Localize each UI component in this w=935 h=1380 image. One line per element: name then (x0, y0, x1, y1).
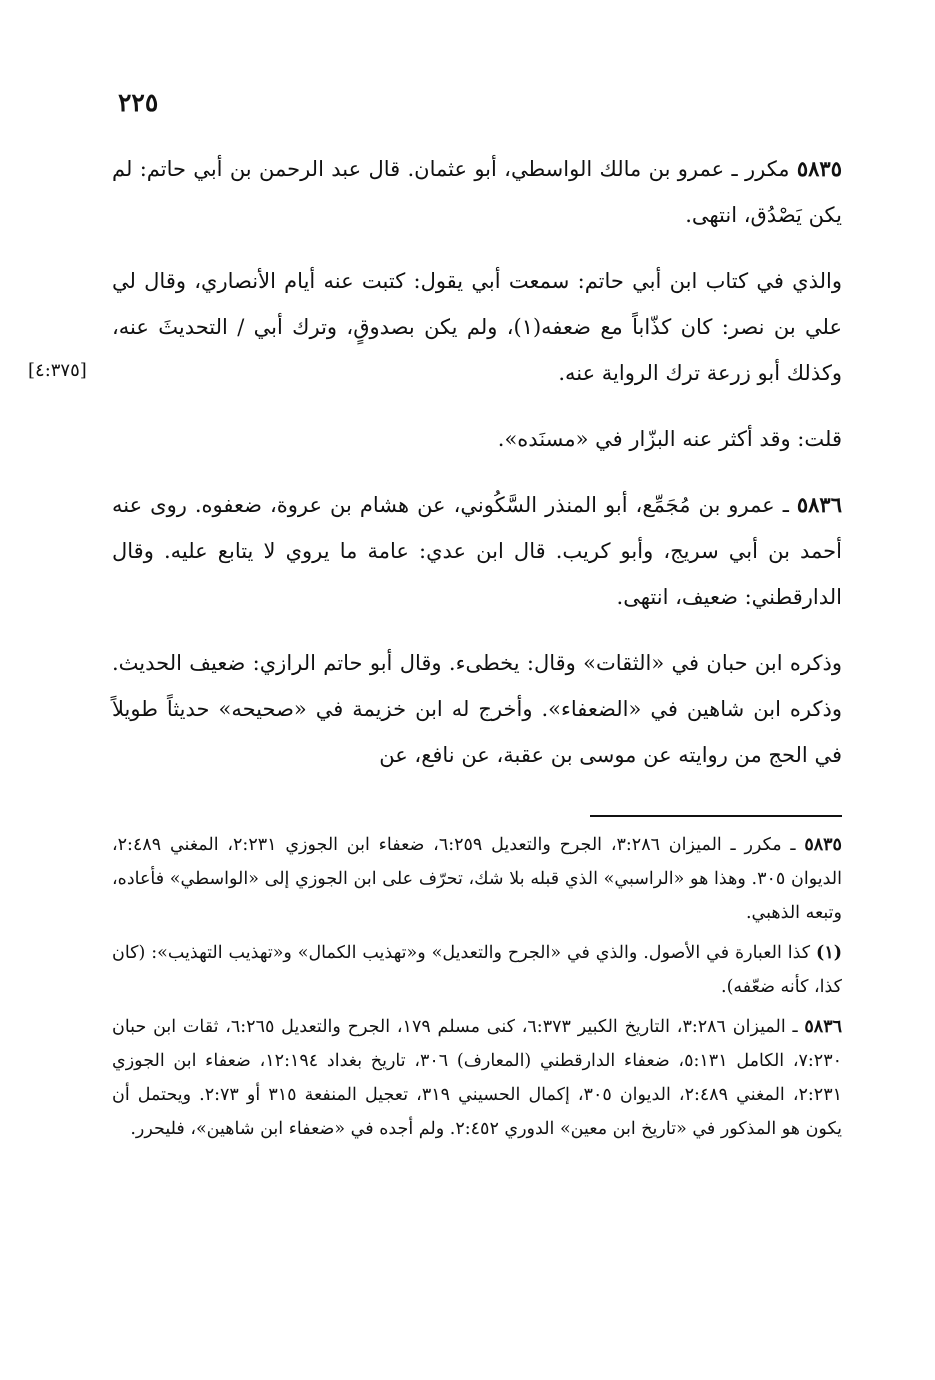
entry-5835-paragraph: والذي في كتاب ابن أبي حاتم: سمعت أبي يقول: كتبت عنه أيام الأنصاري، وقال لي علي بن نصر: كان كذّاباً مع ضعفه(١)، ولم يكن بصدوقٍ، وترك أبي / التحديثَ عنه، وكذلك أبو زرعة ترك الرواية عنه. (112, 269, 842, 385)
footnote-number: (١) (816, 943, 842, 963)
page-number: ٢٢٥ (118, 88, 159, 117)
footnote (112, 936, 842, 1004)
entry-5835-paragraph: قلت: وقد أكثر عنه البزّار في «مسنَده». (497, 427, 842, 451)
footnote-text: كذا العبارة في الأصول. والذي في «الجرح والتعديل» و«تهذيب الكمال» و«تهذيب التهذيب»: (كان كذا، كأنه ضعّفه). (112, 943, 842, 997)
footnote-text: ـ مكرر ـ الميزان ٣:٢٨٦، الجرح والتعديل ٦:٢٥٩، ضعفاء ابن الجوزي ٢:٢٣١، المغني ٢:٤٨٩، الديوان ٣٠٥. وهذا هو «الراسبي» الذي قبله بلا شك، تحرّف على ابن الجوزي إلى «الواسطي» فأعاده، وتبعه الذهبي. (112, 835, 842, 923)
entry-text: مكرر ـ عمرو بن مالك الواسطي، أبو عثمان. قال عبد الرحمن بن أبي حاتم: لم يكن يَصْدُق، انتهى. (112, 157, 842, 227)
footnote (112, 1010, 842, 1146)
entry-5836-paragraph: وذكره ابن حبان في «الثقات» وقال: يخطىء. وقال أبو حاتم الرازي: ضعيف الحديث. وذكره ابن شاهين في «الضعفاء». وأخرج له ابن خزيمة في «صحيحه» حديثاً طويلاً في الحج من روايته عن موسى بن عقبة، عن نافع، عن (112, 651, 842, 767)
footnote-number: ٥٨٣٥ (804, 835, 842, 855)
entry-number: ٥٨٣٦ (796, 492, 842, 517)
entry-number: ٥٨٣٥ (796, 156, 842, 181)
footnote-separator (590, 815, 842, 817)
volume-page-reference: [٤:٣٧٥] (28, 360, 87, 381)
entry-text: ـ عمرو بن مُجَمِّع، أبو المنذر السَّكُوني، عن هشام بن عروة، ضعفوه. روى عنه أحمد بن أبي سريج، وأبو كريب. قال ابن عدي: عامة ما يروي لا يتابع عليه. وقال الدارقطني: ضعيف، انتهى. (112, 493, 842, 609)
entry-5835-paragraph (112, 146, 842, 238)
footnote (112, 828, 842, 930)
main-text (112, 146, 842, 798)
footnotes (112, 828, 842, 1152)
footnote-text: ـ الميزان ٣:٢٨٦، التاريخ الكبير ٦:٣٧٣، كنى مسلم ١٧٩، الجرح والتعديل ٦:٢٦٥، ثقات ابن حبان ٧:٢٣٠، الكامل ٥:١٣١، ضعفاء الدارقطني (المعارف) ٣٠٦، تاريخ بغداد ١٢:١٩٤، ضعفاء ابن الجوزي ٢:٢٣١، المغني ٢:٤٨٩، الديوان ٣٠٥، إكمال الحسيني ٣١٩، تعجيل المنفعة ٣١٥ أو ٢:٧٣. ويحتمل أن يكون هو المذكور في «تاريخ ابن معين» الدوري ٢:٤٥٢. ولم أجده في «ضعفاء ابن شاهين»، فليحرر. (112, 1017, 843, 1139)
footnote-number: ٥٨٣٦ (804, 1017, 843, 1037)
entry-5836-paragraph (112, 482, 842, 620)
